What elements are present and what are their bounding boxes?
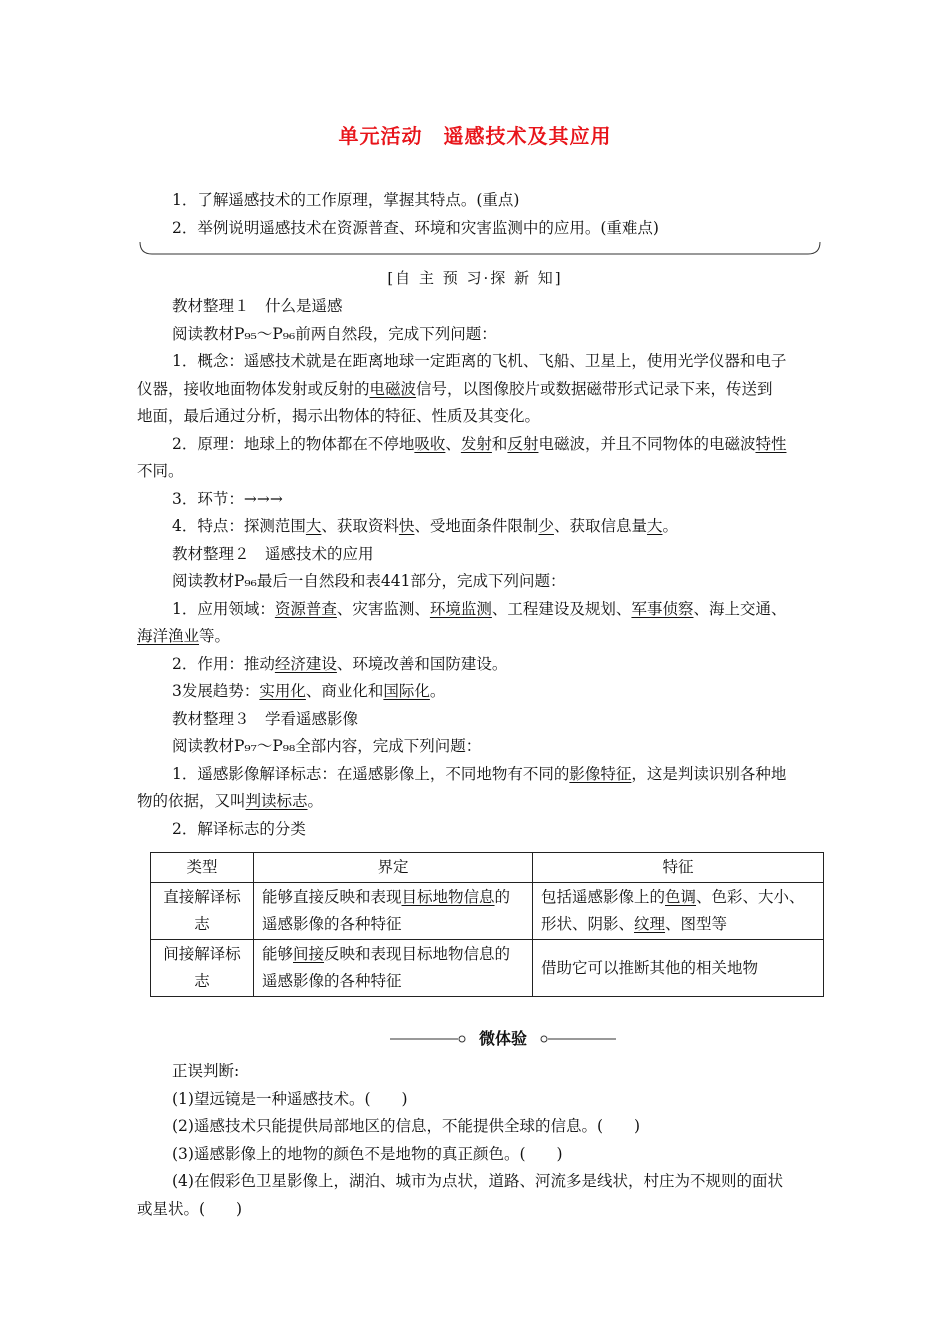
- paragraph-line: 不同。: [137, 462, 184, 480]
- paragraph-line: 2．原理：地球上的物体都在不停地吸收、发射和反射电磁波，并且不同物体的电磁波特性: [172, 434, 787, 453]
- table-cell: 直接解译标志: [151, 883, 254, 940]
- table-cell: 借助它可以推断其他的相关地物: [533, 940, 824, 997]
- paragraph-line: 2．解译标志的分类: [172, 819, 306, 838]
- main-content: [137, 293, 839, 843]
- quiz-item: (4)在假彩色卫星影像上，湖泊、城市为点状，道路、河流多是线状，村庄为不规则的面状: [172, 1172, 783, 1190]
- table-cell: 能够直接反映和表现目标地物信息的遥感影像的各种特征: [254, 883, 533, 940]
- paragraph-line: 2．作用：推动经济建设、环境改善和国防建设。: [172, 654, 508, 673]
- paragraph-line: 地面，最后通过分析，揭示出物体的特征、性质及其变化。: [137, 407, 541, 425]
- paragraph-line: 1．概念：遥感技术就是在距离地球一定距离的飞机、飞船、卫星上，使用光学仪器和电子: [172, 352, 787, 370]
- section-intro: 阅读教材P₉₆最后一自然段和表441部分，完成下列问题：: [172, 572, 566, 590]
- paragraph-line: 海洋渔业等。: [137, 627, 231, 645]
- table-header: 界定: [254, 853, 533, 883]
- paragraph-line: 仪器，接收地面物体发射或反射的电磁波信号，以图像胶片或数据磁带形式记录下来，传送到: [137, 379, 773, 398]
- section-heading: 教材整理２ 遥感技术的应用: [172, 544, 374, 563]
- table-header: 类型: [151, 853, 254, 883]
- quiz-item: 或星状。( ): [137, 1199, 243, 1218]
- table-cell: 能够间接反映和表现目标地物信息的遥感影像的各种特征: [254, 940, 533, 997]
- paragraph-line: 1．遥感影像解译标志：在遥感影像上，不同地物有不同的影像特征，这是判读识别各种地: [172, 764, 787, 783]
- table-row: [151, 883, 824, 940]
- section-intro: 阅读教材P₉₅～P₉₆前两自然段，完成下列问题：: [172, 324, 497, 343]
- mini-experience-label: 微体验: [478, 1029, 527, 1048]
- table-header: 特征: [533, 853, 824, 883]
- quiz-item: (2)遥感技术只能提供局部地区的信息，不能提供全球的信息。( ): [172, 1117, 641, 1135]
- true-false-quiz: [137, 1058, 839, 1223]
- goal-item: 2．举例说明遥感技术在资源普查、环境和灾害监测中的应用。(重难点): [172, 219, 659, 237]
- interpretation-sign-table: [150, 852, 824, 997]
- paragraph-line: 3．环节：→→→: [172, 489, 283, 508]
- table-cell: 包括遥感影像上的色调、色彩、大小、形状、阴影、纹理、图型等: [533, 883, 824, 940]
- learning-goals: [172, 186, 852, 242]
- section-heading: 教材整理１ 什么是遥感: [172, 297, 343, 315]
- table-header-row: [151, 853, 824, 883]
- paragraph-line: 1．应用领域：资源普查、灾害监测、环境监测、工程建设及规划、军事侦察、海上交通、: [172, 599, 787, 618]
- paragraph-line: 物的依据，又叫判读标志。: [137, 792, 324, 810]
- table-cell: 间接解译标志: [151, 940, 254, 997]
- paragraph-line: 3发展趋势：实用化、商业化和国际化。: [172, 682, 446, 700]
- goal-item: 1．了解遥感技术的工作原理，掌握其特点。(重点): [172, 191, 520, 209]
- table-row: [151, 940, 824, 997]
- section-pill: [自 主 预 习·探 新 知]: [387, 269, 563, 287]
- section-intro: 阅读教材P₉₇～P₉₈全部内容，完成下列问题：: [172, 737, 482, 755]
- quiz-item: (1)望远镜是一种遥感技术。( ): [172, 1089, 408, 1108]
- paragraph-line: 4．特点：探测范围大、获取资料快、受地面条件限制少、获取信息量大。: [172, 517, 678, 535]
- section-heading: 教材整理３ 学看遥感影像: [172, 709, 359, 728]
- quiz-item: (3)遥感影像上的地物的颜色不是地物的真正颜色。( ): [172, 1144, 563, 1163]
- page-title: 单元活动 遥感技术及其应用: [338, 124, 612, 148]
- mini-experience-header: [388, 1026, 618, 1052]
- bracket-divider: [138, 240, 822, 260]
- quiz-heading: 正误判断:: [172, 1062, 240, 1080]
